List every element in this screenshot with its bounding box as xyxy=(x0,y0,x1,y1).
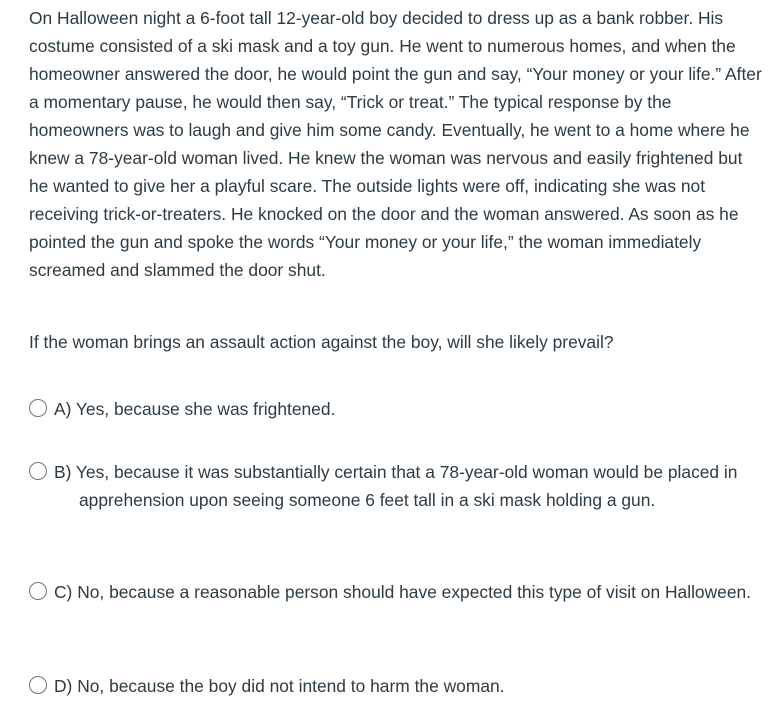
answer-option-b[interactable] xyxy=(29,458,759,514)
answer-text-c xyxy=(54,578,751,606)
answer-body-c: No, because a reasonable person should have expected this type of visit on Halloween. xyxy=(77,582,752,602)
answer-option-d[interactable] xyxy=(29,672,759,700)
answer-text-a xyxy=(54,395,335,423)
answer-label-d: D) xyxy=(54,676,78,696)
answer-body-d: No, because the boy did not intend to harm the woman. xyxy=(77,676,505,696)
answer-text-b xyxy=(54,458,759,514)
question-scenario: On Halloween night a 6-foot tall 12-year-old boy decided to dress up as a bank robber. His costume consisted of a ski mask and a toy gun. He went to numerous homes, and when the homeowner answered the door, he would point the gun and say, “Your money or your life.” After a momentary pause, he would then say, “Trick or treat.” The typical response by the homeowners was to laugh and give him some candy. Eventually, he went to a home where he knew a 78-year-old woman lived. He knew the woman was nervous and easily frightened but he wanted to give her a playful scare. The outside lights were off, indicating she was not receiving trick-or-treaters. He knocked on the door and the woman answered. As soon as he pointed the gun and spoke the words “Your money or your life,” the woman immediately screamed and slammed the door shut. xyxy=(29,8,762,280)
radio-button-d[interactable] xyxy=(29,676,47,694)
answer-option-a[interactable] xyxy=(29,395,759,423)
answer-option-c[interactable] xyxy=(29,578,759,606)
answer-label-b: B) xyxy=(54,462,76,482)
answer-body-a: Yes, because she was frightened. xyxy=(75,399,336,419)
radio-button-a[interactable] xyxy=(29,399,47,417)
question-prompt: If the woman brings an assault action against the boy, will she likely prevail? xyxy=(29,332,614,352)
radio-button-b[interactable] xyxy=(29,462,47,480)
answer-label-c: C) xyxy=(54,582,78,602)
answer-body-b: Yes, because it was substantially certain that a 78-year-old woman would be placed in apprehension upon seeing someone 6 feet tall in a ski mask holding a gun. xyxy=(75,462,738,510)
answer-text-d xyxy=(54,672,505,700)
answer-label-a: A) xyxy=(54,399,76,419)
radio-button-c[interactable] xyxy=(29,582,47,600)
